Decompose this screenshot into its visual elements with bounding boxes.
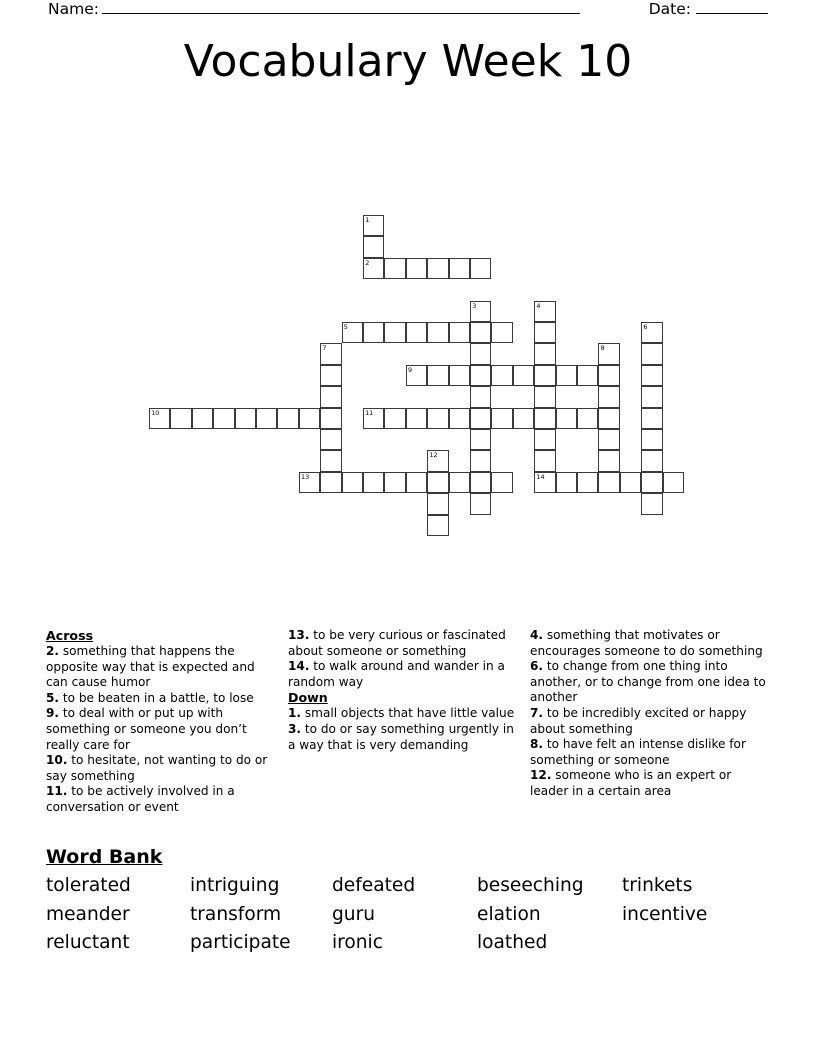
crossword-cell[interactable] xyxy=(598,343,619,364)
crossword-cell[interactable] xyxy=(363,258,384,279)
clue-item xyxy=(46,784,278,815)
clue-number: 4. xyxy=(530,628,544,642)
date-write-line[interactable] xyxy=(696,1,768,14)
clue-text: small objects that have little value xyxy=(301,706,515,721)
clue-item xyxy=(530,659,770,706)
clue-text: something that happens the opposite way that is expected and can cause humor xyxy=(46,644,255,690)
crossword-cell[interactable] xyxy=(663,472,684,493)
clue-item xyxy=(46,644,278,691)
word-bank xyxy=(46,872,770,958)
crossword-clue-number: 2 xyxy=(365,258,370,267)
crossword-cell[interactable] xyxy=(449,472,470,493)
crossword-cell[interactable] xyxy=(427,408,448,429)
crossword-clue-number: 1 xyxy=(365,216,370,224)
crossword-cell[interactable] xyxy=(470,322,491,343)
clue-item xyxy=(530,628,770,659)
crossword-cell[interactable] xyxy=(556,408,577,429)
crossword-cell[interactable] xyxy=(406,365,427,386)
crossword-cell[interactable] xyxy=(556,365,577,386)
crossword-cell[interactable] xyxy=(449,365,470,386)
crossword-cell[interactable] xyxy=(534,429,555,450)
clue-item xyxy=(46,691,278,707)
crossword-cell[interactable] xyxy=(577,365,598,386)
clue-number: 5. xyxy=(46,690,60,705)
crossword-cell[interactable] xyxy=(598,408,619,429)
crossword-cell[interactable] xyxy=(363,472,384,493)
word-bank-heading: Word Bank xyxy=(46,846,163,868)
clue-item xyxy=(530,737,770,768)
word-bank-word[interactable]: meander xyxy=(46,903,130,925)
crossword-cell[interactable] xyxy=(449,408,470,429)
crossword-cell[interactable] xyxy=(641,365,662,386)
crossword-cell[interactable] xyxy=(363,236,384,257)
crossword-cell[interactable] xyxy=(641,493,662,514)
clue-item xyxy=(288,706,520,722)
crossword-cell[interactable] xyxy=(577,408,598,429)
clue-column-3 xyxy=(530,628,770,800)
crossword-cell[interactable] xyxy=(427,258,448,279)
crossword-cell[interactable] xyxy=(470,343,491,364)
clue-text: something that motivates or encourages someone to do something xyxy=(530,628,763,658)
clue-number: 7. xyxy=(530,705,544,720)
clue-number: 10. xyxy=(46,753,68,768)
crossword-cell[interactable] xyxy=(491,365,512,386)
crossword-cell[interactable] xyxy=(534,408,555,429)
crossword-clue-number: 6 xyxy=(643,323,648,331)
crossword-cell[interactable] xyxy=(427,472,448,493)
clue-item xyxy=(288,628,520,659)
crossword-clue-number: 12 xyxy=(429,451,438,460)
word-bank-word[interactable]: ironic xyxy=(332,932,383,954)
crossword-cell[interactable] xyxy=(534,301,555,322)
crossword-cell[interactable] xyxy=(470,258,491,279)
crossword-cell[interactable] xyxy=(598,429,619,450)
crossword-cell[interactable] xyxy=(427,515,448,536)
crossword-cell[interactable] xyxy=(470,472,491,493)
word-bank-row xyxy=(46,872,770,901)
clue-text: to be actively involved in a conversation or event xyxy=(46,784,235,814)
crossword-cell[interactable] xyxy=(577,472,598,493)
crossword-cell[interactable] xyxy=(363,215,384,236)
word-bank-word[interactable]: participate xyxy=(190,932,291,954)
clue-text: someone who is an expert or leader in a certain area xyxy=(530,768,732,798)
crossword-cell[interactable] xyxy=(342,322,363,343)
clue-column-1 xyxy=(46,628,278,816)
crossword-cell[interactable] xyxy=(491,408,512,429)
word-bank-word[interactable]: trinkets xyxy=(622,875,693,896)
word-bank-word[interactable]: elation xyxy=(477,903,541,925)
crossword-cell[interactable] xyxy=(363,408,384,429)
crossword-cell[interactable] xyxy=(534,386,555,407)
word-bank-word[interactable]: loathed xyxy=(477,932,548,954)
crossword-cell[interactable] xyxy=(598,472,619,493)
word-bank-row xyxy=(46,929,770,958)
crossword-cell[interactable] xyxy=(342,472,363,493)
clue-number: 13. xyxy=(288,628,310,642)
crossword-cell[interactable] xyxy=(470,408,491,429)
crossword-clue-number: 14 xyxy=(536,472,545,481)
crossword-cell[interactable] xyxy=(213,408,234,429)
crossword-cell[interactable] xyxy=(556,472,577,493)
crossword-cell[interactable] xyxy=(320,365,341,386)
crossword-clue-number: 4 xyxy=(536,301,541,310)
word-bank-row xyxy=(46,901,770,930)
crossword-cell[interactable] xyxy=(534,365,555,386)
crossword-cell[interactable] xyxy=(427,450,448,471)
crossword-cell[interactable] xyxy=(406,258,427,279)
crossword-cell[interactable] xyxy=(427,365,448,386)
clue-text: to change from one thing into another, or to change from one idea to another xyxy=(530,659,766,705)
clue-number: 12. xyxy=(530,768,552,783)
crossword-cell[interactable] xyxy=(363,322,384,343)
crossword-cell[interactable] xyxy=(598,365,619,386)
crossword-cell[interactable] xyxy=(641,408,662,429)
crossword-clue-number: 5 xyxy=(343,323,348,331)
clue-number: 3. xyxy=(288,721,302,736)
crossword-cell[interactable] xyxy=(491,322,512,343)
crossword-cell[interactable] xyxy=(513,408,534,429)
crossword-cell[interactable] xyxy=(470,493,491,514)
crossword-cell[interactable] xyxy=(320,450,341,471)
word-bank-word[interactable]: incentive xyxy=(622,903,708,925)
clue-number: 2. xyxy=(46,644,60,658)
clue-number: 6. xyxy=(530,659,544,674)
crossword-cell[interactable] xyxy=(235,408,256,429)
crossword-cell[interactable] xyxy=(598,450,619,471)
crossword-cell[interactable] xyxy=(170,408,191,429)
clue-text: to be beaten in a battle, to lose xyxy=(59,690,254,705)
clue-list xyxy=(46,628,770,838)
crossword-cell[interactable] xyxy=(277,408,298,429)
crossword-cell[interactable] xyxy=(534,343,555,364)
clue-text: to hesitate, not wanting to do or say something xyxy=(46,753,268,783)
word-bank-word[interactable]: defeated xyxy=(332,875,416,896)
crossword-cell[interactable] xyxy=(149,408,170,429)
crossword-cell[interactable] xyxy=(384,258,405,279)
crossword-clue-number: 11 xyxy=(365,408,374,417)
word-bank-word[interactable]: beseeching xyxy=(477,875,584,896)
name-date-row xyxy=(48,0,768,26)
crossword-clue-number: 7 xyxy=(322,344,327,353)
page-title: Vocabulary Week 10 xyxy=(183,36,633,87)
crossword-cell[interactable] xyxy=(641,386,662,407)
clue-item xyxy=(46,753,278,784)
crossword-cell[interactable] xyxy=(470,301,491,322)
clue-item xyxy=(288,659,520,690)
crossword-clue-number: 10 xyxy=(151,408,160,417)
crossword-cell[interactable] xyxy=(620,472,641,493)
crossword-clue-number: 8 xyxy=(600,344,605,353)
crossword-cell[interactable] xyxy=(470,386,491,407)
clue-text: to be incredibly excited or happy about something xyxy=(530,705,747,736)
crossword-cell[interactable] xyxy=(299,408,320,429)
word-bank-word[interactable]: tolerated xyxy=(46,875,131,896)
word-bank-word[interactable]: guru xyxy=(332,903,376,925)
crossword-cell[interactable] xyxy=(320,343,341,364)
crossword-cell[interactable] xyxy=(641,450,662,471)
crossword-cell[interactable] xyxy=(320,472,341,493)
crossword-cell[interactable] xyxy=(427,493,448,514)
crossword-cell[interactable] xyxy=(598,386,619,407)
crossword-cell[interactable] xyxy=(384,322,405,343)
clue-text: to walk around and wander in a random way xyxy=(288,659,505,689)
clue-number: 11. xyxy=(46,784,68,799)
clue-text: to have felt an intense dislike for something or someone xyxy=(530,737,746,767)
crossword-cell[interactable] xyxy=(406,472,427,493)
crossword-cell[interactable] xyxy=(299,472,320,493)
clue-item xyxy=(46,706,278,753)
crossword-cell[interactable] xyxy=(470,365,491,386)
crossword-clue-number: 3 xyxy=(472,301,477,310)
crossword-clue-number: 13 xyxy=(301,472,310,481)
crossword-cell[interactable] xyxy=(320,429,341,450)
crossword-cell[interactable] xyxy=(192,408,213,429)
crossword-cell[interactable] xyxy=(406,408,427,429)
crossword-cell[interactable] xyxy=(534,450,555,471)
clue-text: to be very curious or fascinated about someone or something xyxy=(288,628,506,658)
across-heading: Across xyxy=(46,628,94,643)
clue-item xyxy=(288,722,520,753)
clue-column-2 xyxy=(288,628,520,753)
crossword-cell[interactable] xyxy=(320,386,341,407)
crossword-cell[interactable] xyxy=(491,472,512,493)
clue-number: 1. xyxy=(288,706,302,721)
crossword-cell[interactable] xyxy=(406,322,427,343)
crossword-cell[interactable] xyxy=(641,343,662,364)
clue-text: to deal with or put up with something or someone you don’t really care for xyxy=(46,706,247,752)
crossword-cell[interactable] xyxy=(256,408,277,429)
clue-number: 9. xyxy=(46,706,60,721)
crossword-cell[interactable] xyxy=(449,322,470,343)
clue-item xyxy=(530,706,770,737)
crossword-cell[interactable] xyxy=(534,472,555,493)
crossword-cell[interactable] xyxy=(384,408,405,429)
word-bank-word[interactable]: intriguing xyxy=(190,875,280,896)
name-write-line[interactable] xyxy=(102,1,580,14)
crossword-cell[interactable] xyxy=(513,365,534,386)
crossword-cell[interactable] xyxy=(449,258,470,279)
crossword-clue-number: 9 xyxy=(408,365,413,374)
crossword-cell[interactable] xyxy=(320,408,341,429)
name-label: Name: xyxy=(48,0,99,18)
crossword-cell[interactable] xyxy=(641,472,662,493)
crossword-cell[interactable] xyxy=(384,472,405,493)
clue-number: 8. xyxy=(530,737,544,752)
crossword-cell[interactable] xyxy=(427,322,448,343)
date-label: Date: xyxy=(648,0,691,18)
clue-number: 14. xyxy=(288,659,310,674)
crossword-grid[interactable] xyxy=(0,105,816,481)
word-bank-word[interactable]: reluctant xyxy=(46,932,130,954)
word-bank-word[interactable]: transform xyxy=(190,903,282,925)
clue-item xyxy=(530,768,770,799)
crossword-cell[interactable] xyxy=(641,322,662,343)
crossword-cell[interactable] xyxy=(641,429,662,450)
crossword-cell[interactable] xyxy=(470,450,491,471)
clue-text: to do or say something urgently in a way that is very demanding xyxy=(288,721,514,752)
crossword-cell[interactable] xyxy=(470,429,491,450)
crossword-cell[interactable] xyxy=(534,322,555,343)
down-heading: Down xyxy=(288,690,328,706)
